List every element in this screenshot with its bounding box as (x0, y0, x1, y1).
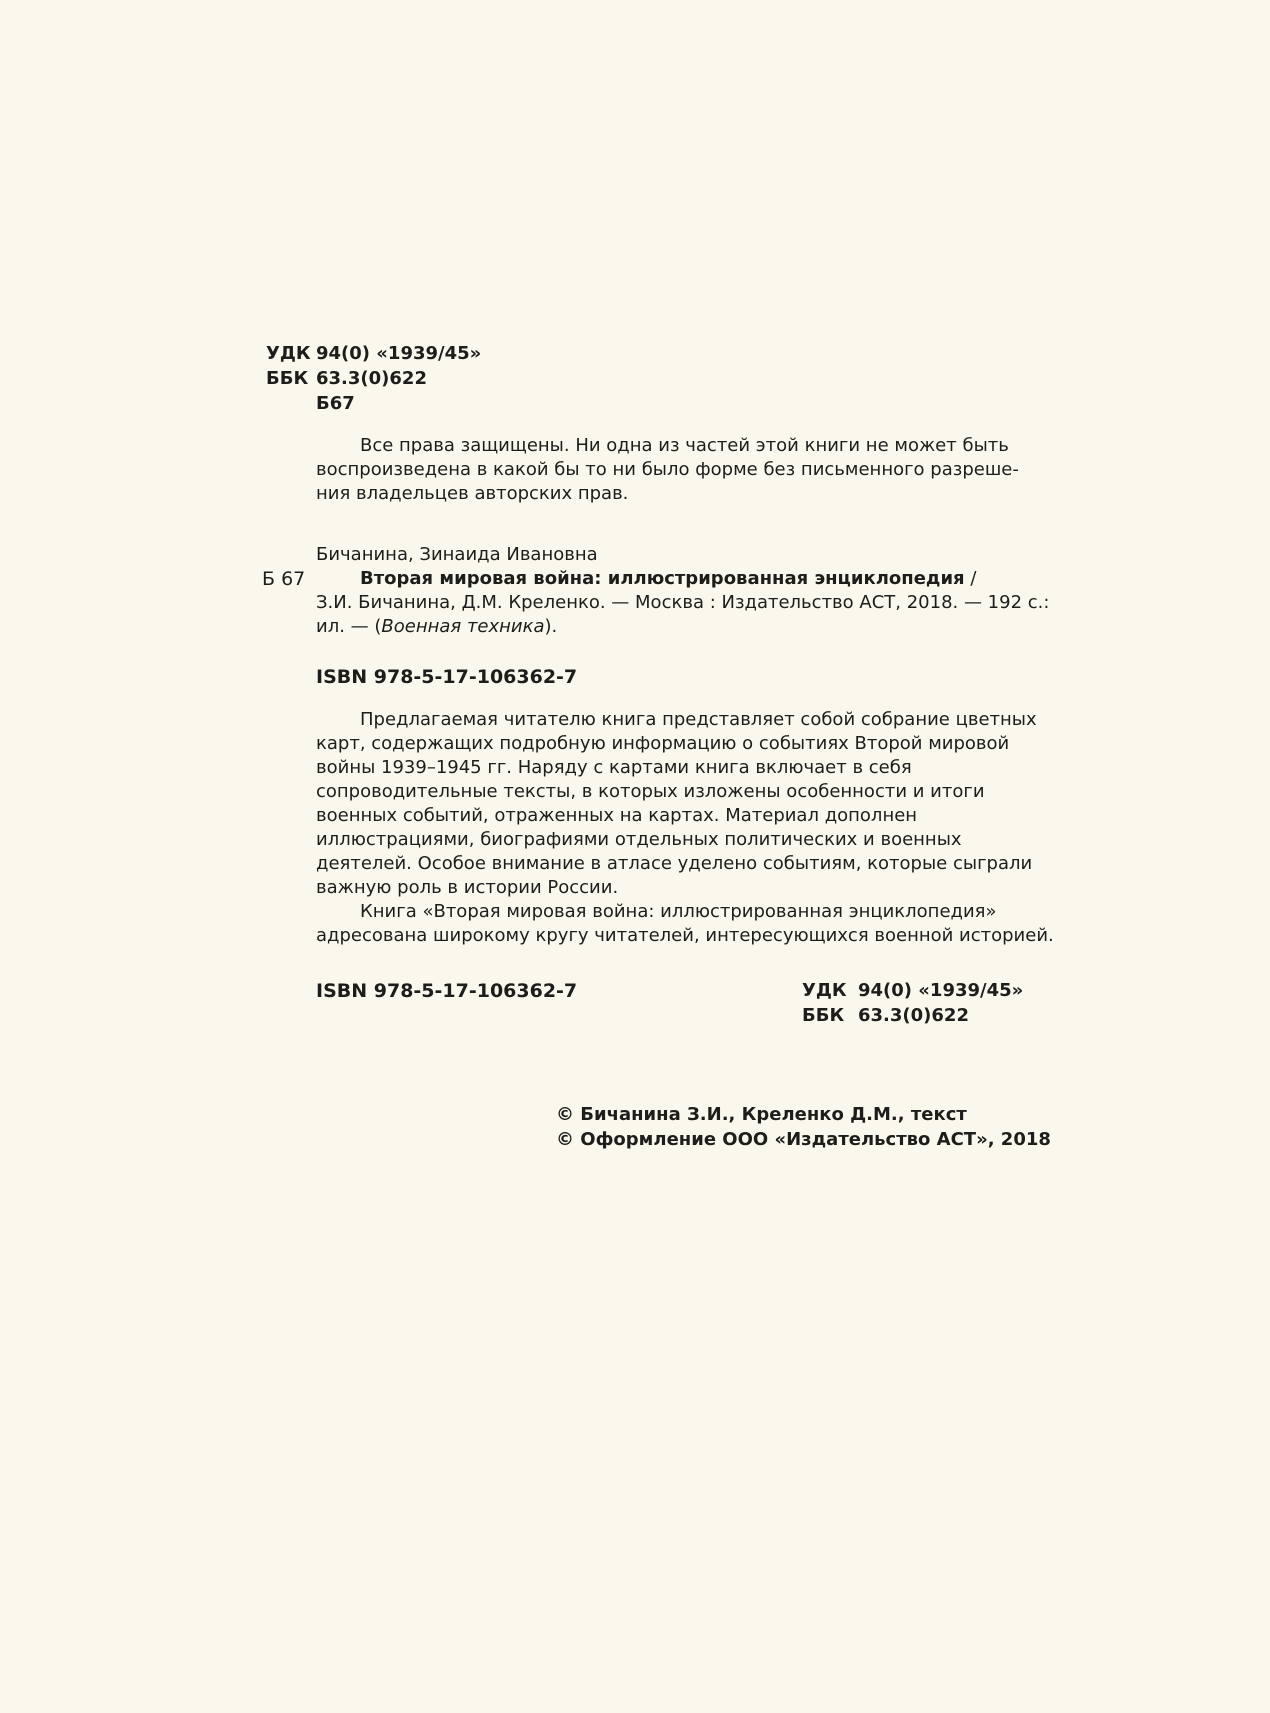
author-name: Бичанина, Зинаида Ивановна (316, 544, 598, 565)
book-title: Вторая мировая война: иллюстрированная энциклопедия (360, 568, 965, 589)
rights-line: Все права защищены. Ни одна из частей этой книги не может быть (360, 435, 1009, 456)
annotation-line: карт, содержащих подробную информацию о событиях Второй мировой (316, 733, 1010, 754)
series-name: Военная техника (381, 616, 545, 637)
book-title-line (360, 567, 976, 591)
annotation-line: деятелей. Особое внимание в атласе уделено событиям, которые сыграли (316, 853, 1033, 874)
rights-notice (316, 434, 1021, 506)
udk-value: 94(0) «1939/45» (316, 343, 482, 364)
udk-value-bottom: 94(0) «1939/45» (858, 980, 1024, 1001)
annotation-line: Предлагаемая читателю книга представляет собой собрание цветных (360, 709, 1037, 730)
annotation-line: адресована широкому кругу читателей, интересующихся военной историей. (316, 925, 1054, 946)
author-sign-top: Б67 (316, 393, 355, 414)
annotation-line: важную роль в истории России. (316, 877, 619, 898)
copyright-design: © Оформление ООО «Издательство АСТ», 2018 (556, 1129, 1051, 1150)
series-prefix: ил. — ( (316, 616, 382, 637)
annotation-line: сопроводительные тексты, в которых изложены особенности и итоги (316, 781, 985, 802)
annotation-line: военных событий, отраженных на картах. Материал дополнен (316, 805, 918, 826)
udk-label-bottom: УДК (802, 980, 847, 1001)
rights-line: воспроизведена в какой бы то ни было форме без письменного разреше- (316, 459, 1019, 480)
udk-label: УДК (266, 343, 311, 364)
annotation (316, 708, 1054, 948)
copyright-text: © Бичанина З.И., Креленко Д.М., текст (556, 1104, 967, 1125)
rights-line: ния владельцев авторских прав. (316, 483, 629, 504)
publication-details: З.И. Бичанина, Д.М. Креленко. — Москва : Издательство АСТ, 2018. — 192 с.: (316, 592, 1050, 613)
title-slash: / (964, 568, 977, 589)
annotation-line: иллюстрациями, биографиями отдельных политических и военных (316, 829, 962, 850)
annotation-line: Книга «Вторая мировая война: иллюстрированная энциклопедия» (360, 901, 997, 922)
annotation-line: войны 1939–1945 гг. Наряду с картами книга включает в себя (316, 757, 912, 778)
series-suffix: ). (544, 616, 558, 637)
bbk-label: ББК (266, 368, 309, 389)
author-sign: Б 67 (262, 568, 306, 590)
bbk-value-bottom: 63.3(0)622 (858, 1005, 969, 1026)
isbn-bottom: ISBN 978-5-17-106362-7 (316, 980, 578, 1002)
bbk-label-bottom: ББК (802, 1005, 845, 1026)
isbn-top: ISBN 978-5-17-106362-7 (316, 666, 578, 688)
bbk-value: 63.3(0)622 (316, 368, 427, 389)
series-line (316, 615, 557, 639)
